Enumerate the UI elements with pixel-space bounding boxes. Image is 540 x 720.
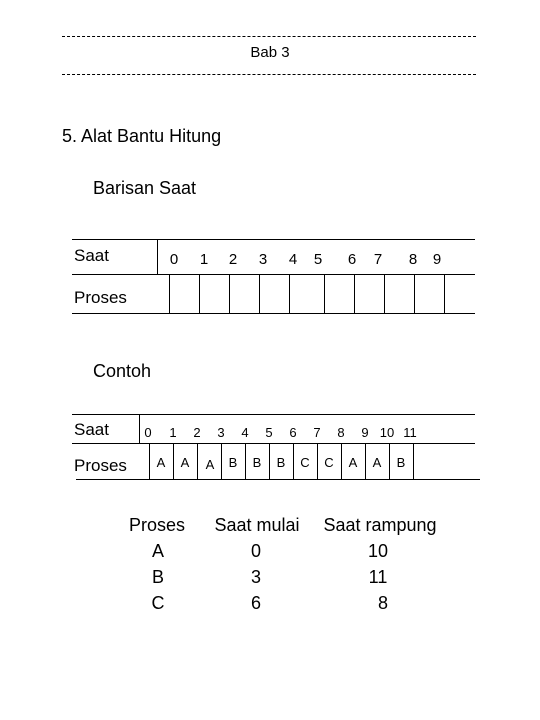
tick-label-4: 4 xyxy=(288,251,298,268)
process-cell-A: A xyxy=(156,455,166,470)
section-title: 5. Alat Bantu Hitung xyxy=(62,126,222,146)
table-cell: B xyxy=(151,567,164,587)
example-tick-label-3: 3 xyxy=(217,425,225,440)
example-tick-label-9: 9 xyxy=(361,425,369,440)
process-cell-B: B xyxy=(396,455,406,470)
table-cell: 0 xyxy=(250,541,261,561)
process-cell-C: C xyxy=(300,455,310,470)
table-header-0: Proses xyxy=(128,515,186,535)
table-cell: 8 xyxy=(377,593,388,613)
row-label-saat: Saat xyxy=(74,246,109,265)
example-tick-label-6: 6 xyxy=(289,425,297,440)
diagram1-title: Barisan Saat xyxy=(93,178,197,198)
tick-label-2: 2 xyxy=(228,251,238,268)
table-cell: 6 xyxy=(250,593,261,613)
example-tick-label-7: 7 xyxy=(313,425,321,440)
example-tick-label-4: 4 xyxy=(241,425,249,440)
process-cell-B: B xyxy=(276,455,286,470)
table-cell: A xyxy=(151,541,164,561)
tick-label-8: 8 xyxy=(408,251,418,268)
chapter-header: Bab 3 xyxy=(250,44,290,61)
diagram2-title: Contoh xyxy=(93,361,152,381)
process-cell-A: A xyxy=(180,455,190,470)
example-tick-label-5: 5 xyxy=(265,425,273,440)
tick-label-1: 1 xyxy=(199,251,209,268)
table-cell: 10 xyxy=(367,541,389,561)
tick-label-0: 0 xyxy=(169,251,179,268)
example-tick-label-8: 8 xyxy=(337,425,345,440)
example-row-label-proses: Proses xyxy=(74,456,127,475)
table-cell: 3 xyxy=(250,567,261,587)
table-cell: C xyxy=(151,593,165,613)
example-tick-label-1: 1 xyxy=(169,425,177,440)
table-cell: 11 xyxy=(368,567,388,587)
example-tick-label-10: 10 xyxy=(379,425,395,440)
tick-label-7: 7 xyxy=(373,251,383,268)
example-tick-label-0: 0 xyxy=(144,425,152,440)
example-tick-label-2: 2 xyxy=(193,425,201,440)
example-row-label-saat: Saat xyxy=(74,420,109,439)
process-cell-C: C xyxy=(324,455,334,470)
process-cell-B: B xyxy=(252,455,262,470)
tick-label-9: 9 xyxy=(432,251,442,268)
example-tick-label-11: 11 xyxy=(403,425,417,440)
process-cell-B: B xyxy=(228,455,238,470)
tick-label-3: 3 xyxy=(258,251,268,268)
process-cell-A: A xyxy=(372,455,382,470)
tick-label-5: 5 xyxy=(313,251,323,268)
table-header-2: Saat rampung xyxy=(323,515,437,535)
process-cell-A: A xyxy=(205,457,215,472)
process-cell-A: A xyxy=(348,455,358,470)
table-header-1: Saat mulai xyxy=(214,515,300,535)
tick-label-6: 6 xyxy=(347,251,357,268)
row-label-proses: Proses xyxy=(74,288,127,307)
